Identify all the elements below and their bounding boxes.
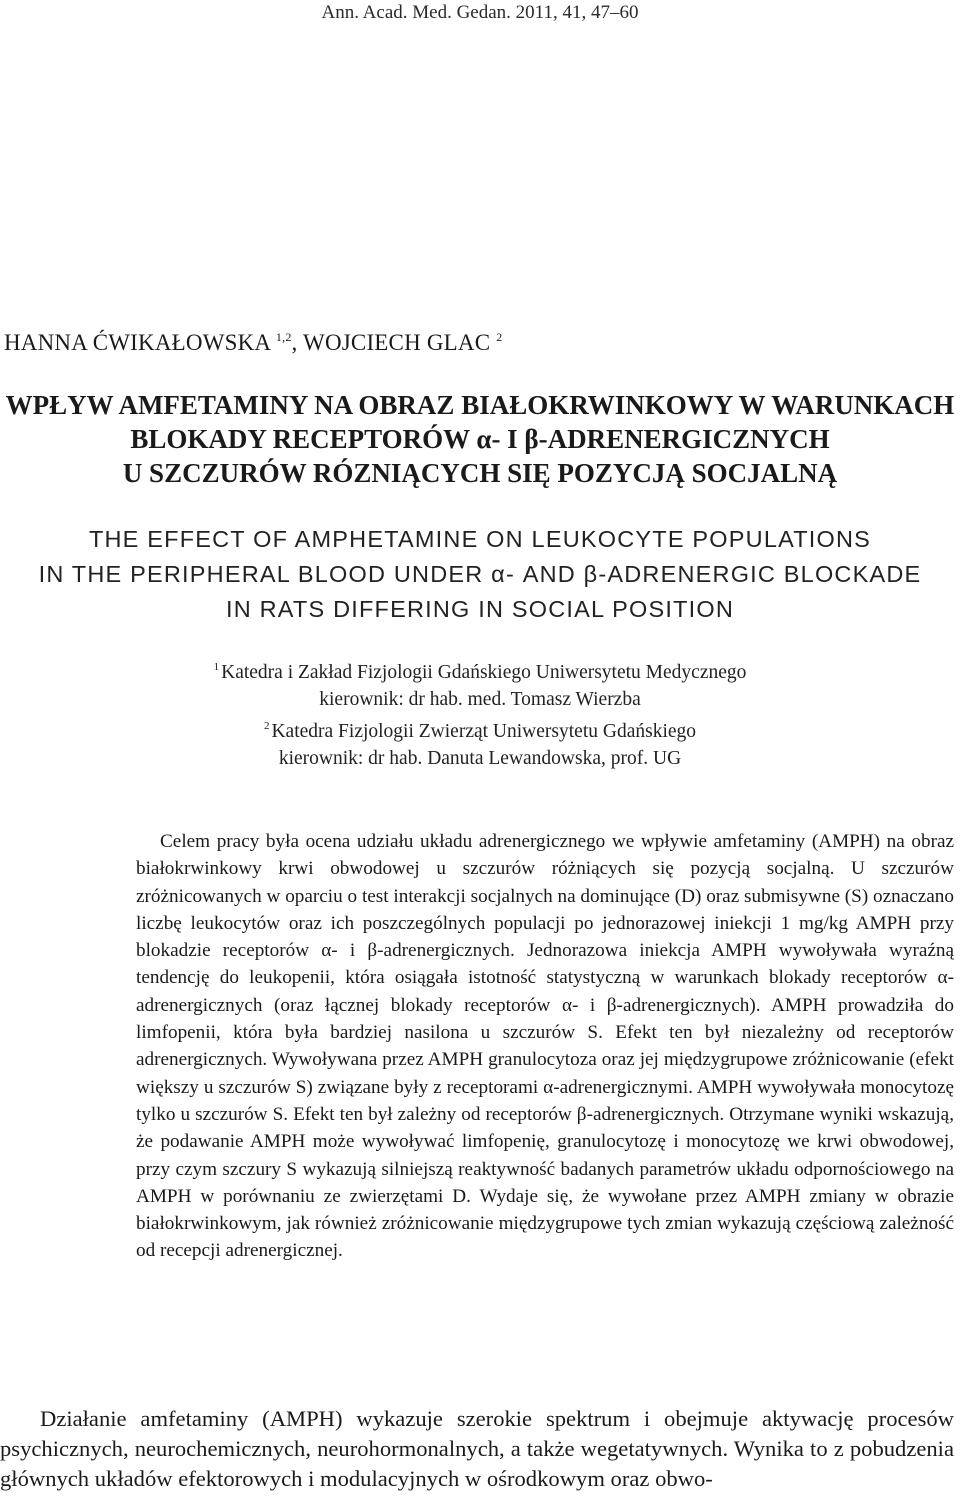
affiliation-name: Katedra Fizjologii Zwierząt Uniwersytetu Gdańskiego [271, 721, 697, 742]
affiliation-head: kierownik: dr hab. med. Tomasz Wierzba [319, 689, 641, 710]
abstract [136, 828, 954, 1265]
body-text [0, 1404, 954, 1494]
affiliation-number: 2 [263, 720, 270, 732]
title-polish-line: BLOKADY RECEPTORÓW α- I β-ADRENERGICZNYCH [130, 424, 830, 454]
affiliations [0, 654, 960, 772]
title-english [0, 522, 960, 627]
title-english-line: IN RATS DIFFERING IN SOCIAL POSITION [225, 596, 735, 622]
affiliation-marker: 2 [496, 330, 503, 344]
author-list [4, 322, 502, 358]
title-english-line: IN THE PERIPHERAL BLOOD UNDER α- AND β-ADRENERGIC BLOCKADE [38, 561, 922, 587]
author-name: WOJCIECH GLAC [303, 330, 491, 355]
affiliation-1 [0, 654, 960, 686]
abstract-paragraph: Celem pracy była ocena udziału układu adrenergicznego we wpływie amfetaminy (AMPH) na obraz białokrwinkowy krwi obwodowej u szczurów różniących się pozycją socjalną. U szczurów zróżnicowanych w oparciu o test interakcji socjalnych na dominujące (D) oraz submisywne (S) oznaczano liczbę leukocytów oraz ich poszczególnych populacji po jednorazowej iniekcji 1 mg/kg AMPH przy blokadzie receptorów α- i β-adrenergicznych. Jednorazowa iniekcja AMPH wywoływała wyraźną tendencję do leukopenii, która osiągała istotność statystyczną w warunkach blokady receptorów α-adrenergicznych (oraz łącznej blokady receptorów α- i β-adrenergicznych). AMPH prowadziła do limfopenii, która była bardziej nasilona u szczurów S. Efekt ten był niezależny od receptorów adrenergicznych. Wywoływana przez AMPH granulocytoza oraz jej międzygrupowe zróżnicowanie (efekt większy u szczurów S) związane były z receptorami α-adrenergicznymi. AMPH wywoływała monocytozę tylko u szczurów S. Efekt ten był zależny od receptorów β-adrenergicznych. Otrzymane wyniki wskazują, że podawanie AMPH może wywoływać limfopenię, granulocytozę i monocytozę we krwi obwodowej, przy czym szczury S wykazują silniejszą reaktywność badanych parametrów układu odpornościowego na AMPH w porównaniu ze zwierzętami D. Wydaje się, że wywołane przez AMPH zmiany w obrazie białokrwinkowym, jak również zróżnicowanie międzygrupowe tych zmian wykazują częściową zależność od recepcji adrenergicznej. [136, 831, 954, 1262]
affiliation-number: 1 [213, 661, 220, 673]
affiliation-name: Katedra i Zakład Fizjologii Gdańskiego Uniwersytetu Medycznego [221, 662, 747, 683]
title-english-line: THE EFFECT OF AMPHETAMINE ON LEUKOCYTE POPULATIONS [88, 526, 872, 552]
title-polish-line: U SZCZURÓW RÓZNIĄCYCH SIĘ POZYCJĄ SOCJALNĄ [122, 458, 838, 488]
body-paragraph: Działanie amfetaminy (AMPH) wykazuje szerokie spektrum i obejmuje aktywację procesów psychicznych, neurochemicznych, neurohormonalnych, a także wegetatywnych. Wynika to z pobudzenia głównych układów efektorowych i modulacyjnych w ośrodkowym oraz obwo- [0, 1406, 954, 1491]
author-separator: , [291, 330, 304, 355]
title-polish [0, 388, 960, 490]
affiliation-marker: 1,2 [275, 330, 292, 344]
author-name: HANNA ĆWIKAŁOWSKA [4, 330, 270, 355]
affiliation-2 [0, 713, 960, 745]
title-polish-line: WPŁYW AMFETAMINY NA OBRAZ BIAŁOKRWINKOWY W WARUNKACH [5, 390, 955, 420]
journal-citation: Ann. Acad. Med. Gedan. 2011, 41, 47–60 [321, 2, 639, 23]
affiliation-head: kierownik: dr hab. Danuta Lewandowska, prof. UG [278, 748, 682, 769]
